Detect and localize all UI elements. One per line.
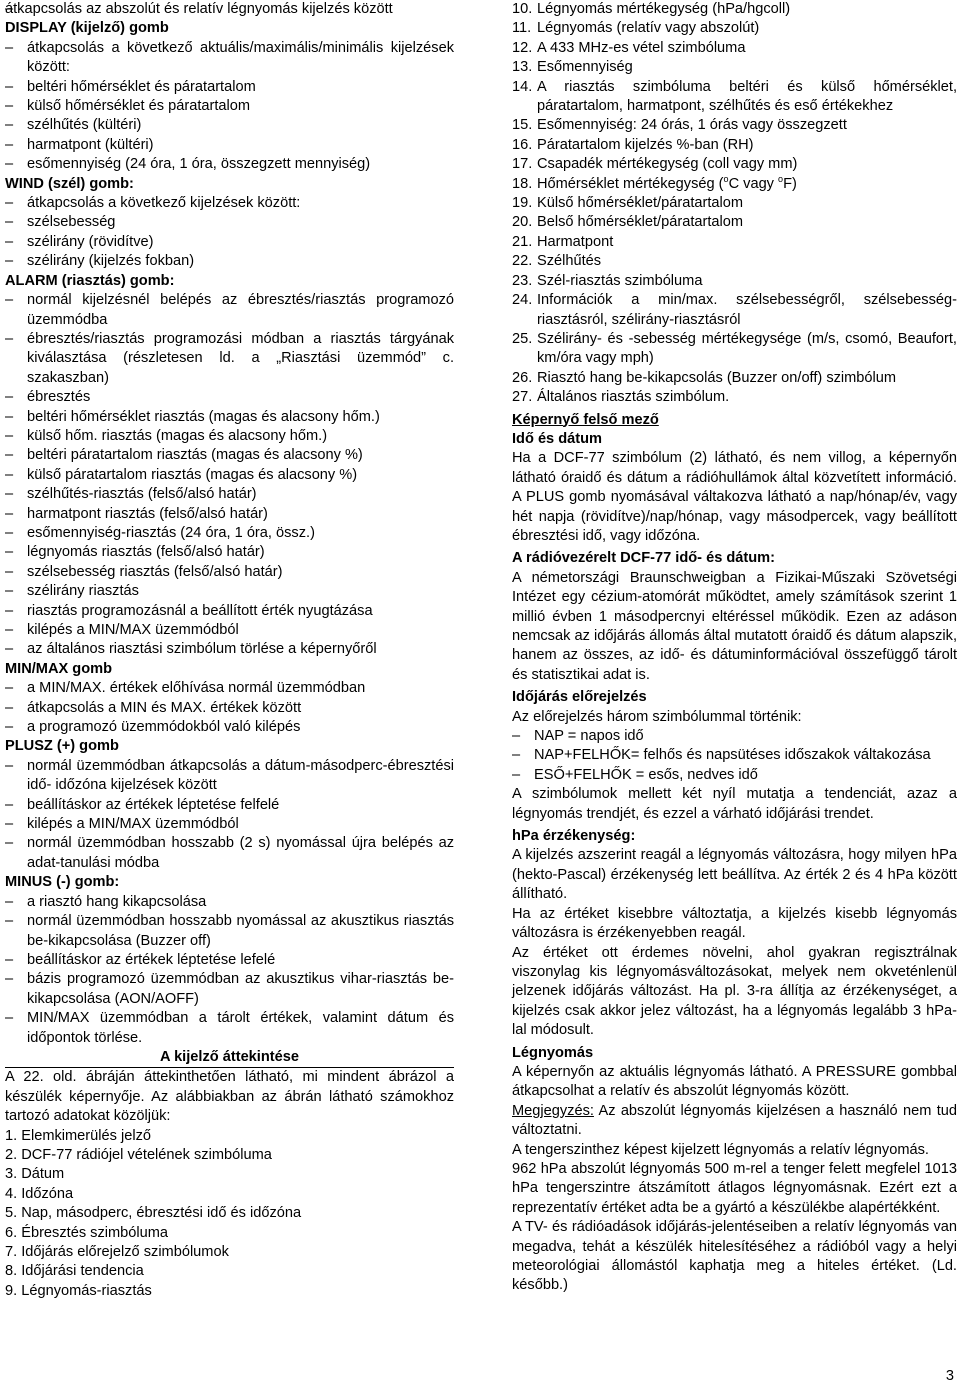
list-item: – NAP = napos idő <box>512 727 957 746</box>
list-item: – az általános riasztási szimbólum törlése a képernyőről <box>5 640 454 659</box>
hpa-paragraph: Az értéket ott érdemes növelni, ahol gyakran regisztrálnak viszonylag kis légnyomásváltozásokat, melyek nem okveténlenül jelzenek időjárás változást. Ha pl. 3-ra állítja az érzékenységet, a kijelzés csak akkor jelez változást, ha a légnyomás legalább 3 hPa-lal módosult. <box>512 944 957 1039</box>
legend-item: 6. Ébresztés szimbóluma <box>5 1224 169 1241</box>
legend-item: 27. Általános riasztás szimbólum. <box>512 389 730 406</box>
pressure-paragraph: A TV- és rádióadások időjárás-jelentéseiben a relatív légnyomás van megadva, tehát a készülék hitelesítéséhez a rádióból vagy a helyi meteorológiai állomástól kaphatja meg a hiteles értéket. (Ld. később.) <box>512 1219 957 1294</box>
legend-item: 7. Időjárás előrejelző szimbólumok <box>5 1244 229 1260</box>
list-item: – kilépés a MIN/MAX üzemmódból <box>5 815 454 834</box>
overview-section-title: A kijelző áttekintése <box>5 1048 454 1068</box>
list-item: – szélhűtés (kültéri) <box>5 116 454 135</box>
list-item: – légnyomás riasztás (felső/alsó határ) <box>5 543 454 562</box>
list-item: – bázis programozó üzemmódban az akusztikus vihar-riasztás be-kikapcsolása (AON/AOFF) <box>5 970 454 1009</box>
pressure-section-title: Légnyomás <box>512 1044 594 1061</box>
alarm-section-title: ALARM (riasztás) gomb: <box>5 272 175 289</box>
pressure-note: Megjegyzés: Az abszolút légnyomás kijelzésen a használó nem tud változtatni. <box>512 1102 957 1139</box>
minmax-section-title: MIN/MAX gomb <box>5 660 113 677</box>
legend-item: 15. Esőmennyiség: 24 órás, 1 órás vagy összegzett <box>512 117 847 134</box>
wind-section-title: WIND (szél) gomb: <box>5 175 134 192</box>
list-item: – szélirány (kijelzés fokban) <box>5 252 454 271</box>
list-item: – normál kijelzésnél belépés az ébresztés/riasztás programozó üzemmódba <box>5 291 454 330</box>
top-field-title: Képernyő felső mező <box>512 411 659 428</box>
legend-item: 4. Időzóna <box>5 1185 74 1202</box>
intro-line: – átkapcsolás az abszolút és relatív légnyomás kijelzés között <box>5 0 454 19</box>
list-item: – szélhűtés-riasztás (felső/alsó határ) <box>5 485 454 504</box>
time-date-subtitle: Idő és dátum <box>512 430 603 447</box>
pressure-paragraph: 962 hPa abszolút légnyomás 500 m-rel a tenger felett megfelel 1013 hPa tengerszintre átszámított átlagos légnyomásnak. Ezért ezt a reprezentatív értéket adta be a gyártó a készülékbe alapértékként. <box>512 1160 957 1216</box>
list-item: – kilépés a MIN/MAX üzemmódból <box>5 621 454 640</box>
hpa-paragraph: Ha az értéket kisebbre változtatja, a kijelzés kisebb légnyomás változásra is érzékenyebben reagál. <box>512 905 957 942</box>
hpa-section-title: hPa érzékenység: <box>512 828 636 845</box>
list-item: – külső páratartalom riasztás (magas és alacsony %) <box>5 466 454 485</box>
legend-item: 10. Légnyomás mértékegység (hPa/hgcoll) <box>512 1 791 17</box>
legend-item: 1. Elemkimerülés jelző <box>5 1127 151 1144</box>
plus-section-title: PLUSZ (+) gomb <box>5 738 119 755</box>
legend-item: 25. Szélirány- és -sebesség mértékegysége (m/s, csomó, Beaufort, km/óra vagy mph) <box>512 330 957 367</box>
overview-paragraph: A 22. old. ábráján áttekinthetően látható, mi mindent ábrázol a készülék képernyője. Az alábbiakban az ábrán látható számokhoz tartozó adatokat közöljük: <box>5 1069 454 1125</box>
list-item: – harmatpont riasztás (felső/alsó határ) <box>5 505 454 524</box>
list-item: – harmatpont (kültéri) <box>5 136 454 155</box>
list-item: – MIN/MAX üzemmódban a tárolt értékek, valamint dátum és időpontok törlése. <box>5 1009 454 1048</box>
list-item: – szélirány riasztás <box>5 582 454 601</box>
legend-item: 21. Harmatpont <box>512 233 614 250</box>
left-column <box>5 0 454 1301</box>
right-column <box>512 0 957 1296</box>
legend-item: 3. Dátum <box>5 1166 65 1183</box>
pressure-paragraph: A képernyőn az aktuális légnyomás látható. A PRESSURE gombbal átkapcsolhat a relatív és abszolút légnyomás között. <box>512 1063 957 1100</box>
legend-item: 12. A 433 MHz-es vétel szimbóluma <box>512 39 746 56</box>
legend-item: 17. Csapadék mértékegység (coll vagy mm) <box>512 156 798 173</box>
dcf-section-title: A rádióvezérelt DCF-77 idő- és dátum: <box>512 550 776 567</box>
list-item: – külső hőmérséklet és páratartalom <box>5 97 454 116</box>
list-item: – ESŐ+FELHŐK = esős, nedves idő <box>512 766 957 785</box>
legend-item: 23. Szél-riasztás szimbóluma <box>512 272 703 289</box>
legend-item: 2. DCF-77 rádiójel vételének szimbóluma <box>5 1146 272 1163</box>
list-item: – NAP+FELHŐK= felhős és napsütéses időszakok váltakozása <box>512 746 957 765</box>
legend-item: 19. Külső hőmérséklet/páratartalom <box>512 195 744 212</box>
legend-item: 16. Páratartalom kijelzés %-ban (RH) <box>512 136 754 153</box>
legend-item: 14. A riasztás szimbóluma beltéri és külső hőmérséklet, páratartalom, harmatpont, szélhűtés és eső értékekhez <box>512 78 957 115</box>
pressure-paragraph: A tengerszinthez képest kijelzett légnyomás a relatív légnyomás. <box>512 1141 929 1158</box>
legend-item: 5. Nap, másodperc, ébresztési idő és időzóna <box>5 1205 302 1222</box>
note-label: Megjegyzés: <box>512 1102 594 1119</box>
legend-item: 20. Belső hőmérséklet/páratartalom <box>512 214 744 231</box>
minus-section-title: MINUS (-) gomb: <box>5 874 120 891</box>
list-item: – ébresztés <box>5 388 454 407</box>
time-date-paragraph: Ha a DCF-77 szimbólum (2) látható, és nem villog, a képernyőn látható óraidő és dátum a rádióhullámok által közvetített információ. A PLUS gomb nyomásával váltakozva látható a nap/hónap/év, vagy hét napja (rövidítve)/nap/hónap, vagy másodpercek, vagy beállított ébresztési idő, vagy időzóna. <box>512 450 957 544</box>
list-item: – esőmennyiség-riasztás (24 óra, 1 óra, össz.) <box>5 524 454 543</box>
list-item: – normál üzemmódban átkapcsolás a dátum-másodperc-ébresztési idő- időzóna kijelzések között <box>5 757 454 796</box>
legend-item: 22. Szélhűtés <box>512 253 602 270</box>
dcf-paragraph: A németországi Braunschweigban a Fizikai-Műszaki Szövetségi Intézet egy cézium-atomórát működtet, amely számítások szerint 1 millió évben 1 másodpercnyi eltéréssel működik. Ezen az adáson nemcsak az időjárás állomás által mutatott óraidő és dátum alapszik, hanem az összes, az idő- és dátuminformációval összefüggő tárolt és statisztikai adat is. <box>512 569 957 683</box>
list-item: – beltéri páratartalom riasztás (magas és alacsony %) <box>5 446 454 465</box>
list-item: – beltéri hőmérséklet riasztás (magas és alacsony hőm.) <box>5 408 454 427</box>
list-item: – szélsebesség <box>5 213 454 232</box>
page-number: 3 <box>945 1367 954 1384</box>
list-item: – beltéri hőmérséklet és páratartalom <box>5 78 454 97</box>
legend-item: 18. Hőmérséklet mértékegység ($^o$C vagy $^o$F) <box>512 173 797 192</box>
list-item: – a MIN/MAX. értékek előhívása normál üzemmódban <box>5 679 454 698</box>
forecast-paragraph: A szimbólumok mellett két nyíl mutatja a tendenciát, azaz a légnyomás trendjét, és ezzel a várható időjárási trendet. <box>512 786 957 822</box>
list-item: – beállításkor az értékek léptetése lefelé <box>5 951 454 970</box>
list-item: – esőmennyiség (24 óra, 1 óra, összegzett mennyiség) <box>5 155 454 174</box>
list-item: – külső hőm. riasztás (magas és alacsony hőm.) <box>5 427 454 446</box>
forecast-intro: Az előrejelzés három szimbólummal történik: <box>512 708 802 725</box>
legend-item: 9. Légnyomás-riasztás <box>5 1282 152 1299</box>
display-section-title: DISPLAY (kijelző) gomb <box>5 20 169 37</box>
list-item: – szélsebesség riasztás (felső/alsó határ) <box>5 563 454 582</box>
list-item: – beállításkor az értékek léptetése felfelé <box>5 796 454 815</box>
list-item: – normál üzemmódban hosszabb nyomással az akusztikus riasztás be-kikapcsolása (Buzzer off) <box>5 912 454 951</box>
list-item: – riasztás programozásnál a beállított érték nyugtázása <box>5 602 454 621</box>
list-item: – a riasztó hang kikapcsolása <box>5 893 454 912</box>
list-item: – átkapcsolás a következő aktuális/maximális/minimális kijelzések között: <box>5 39 454 78</box>
list-item: – átkapcsolás a következő kijelzések között: <box>5 194 454 213</box>
legend-item: 13. Esőmennyiség <box>512 59 633 76</box>
legend-item: 11. Légnyomás (relatív vagy abszolút) <box>512 20 760 37</box>
list-item: – ébresztés/riasztás programozási módban a riasztás tárgyának kiválasztása (részletesen ld. a „Riasztási üzemmód” c. szakaszban) <box>5 330 454 388</box>
hpa-paragraph: A kijelzés azszerint reagál a légnyomás változásra, hogy milyen hPa (hekto-Pascal) érzékenység lett beállítva. Az érték 2 és 4 hPa között állítható. <box>512 847 957 903</box>
list-item: – normál üzemmódban hosszabb (2 s) nyomással újra belépés az adat-tanulási módba <box>5 834 454 873</box>
forecast-section-title: Időjárás előrejelzés <box>512 689 647 706</box>
legend-item: 24. Információk a min/max. szélsebességről, szélsebesség-riasztásról, szélirány-riasztásról <box>512 292 957 328</box>
legend-item: 26. Riasztó hang be-kikapcsolás (Buzzer on/off) szimbólum <box>512 369 897 386</box>
list-item: – a programozó üzemmódokból való kilépés <box>5 718 454 737</box>
list-item: – szélirány (rövidítve) <box>5 233 454 252</box>
list-item: – átkapcsolás a MIN és MAX. értékek között <box>5 699 454 718</box>
legend-item: 8. Időjárási tendencia <box>5 1263 144 1280</box>
